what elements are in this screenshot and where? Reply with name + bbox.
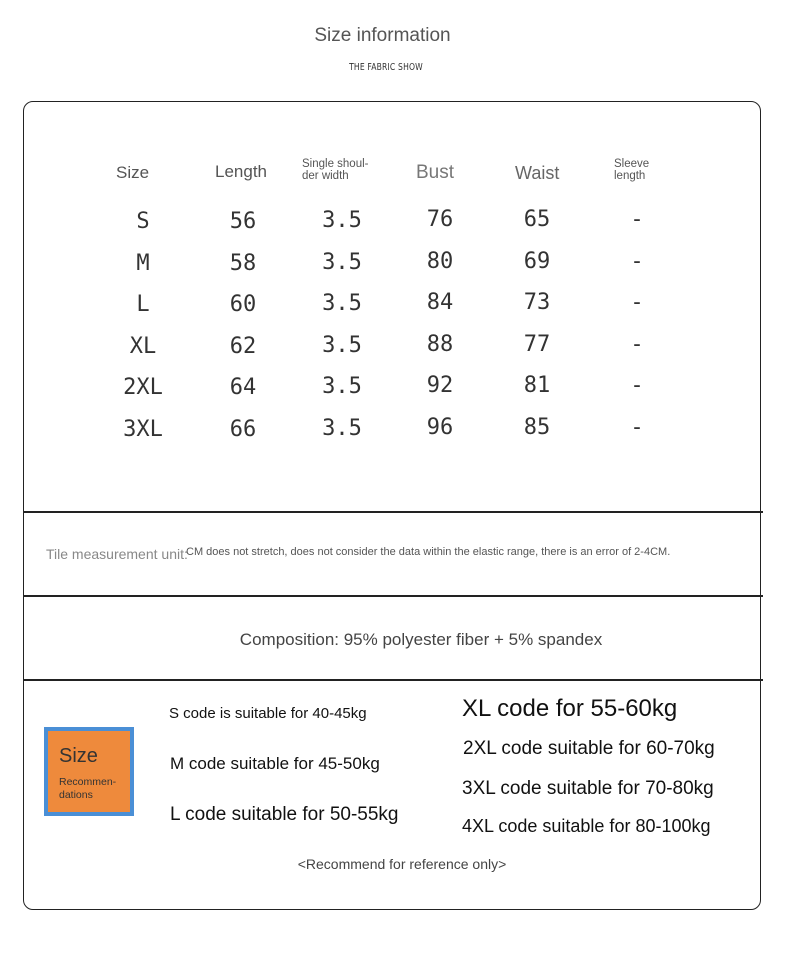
table-cell: 81 [523, 373, 551, 398]
header-bust: Bust [416, 162, 455, 183]
brand-subtitle: THE FABRIC SHOW [349, 62, 423, 73]
size-recommendation-badge [44, 727, 134, 816]
table-cell: 3.5 [322, 374, 362, 399]
header-sleeve-length: Sleeve length [614, 158, 650, 182]
page-title: Size information [314, 25, 451, 46]
table-cell: 65 [523, 207, 551, 232]
table-cell: 66 [229, 417, 257, 442]
table-cell: 3.5 [322, 333, 362, 358]
table-cell: 2XL [123, 375, 163, 400]
table-cell: 73 [523, 290, 551, 315]
table-cell: 80 [426, 249, 454, 274]
table-cell: 3.5 [322, 291, 362, 316]
table-cell: 60 [229, 292, 257, 317]
table-cell: 88 [426, 332, 454, 357]
table-cell: M [136, 251, 150, 276]
table-cell: 85 [523, 415, 551, 440]
table-cell: 56 [229, 209, 257, 234]
table-cell: 3.5 [322, 250, 362, 275]
composition-text: Composition: 95% polyester fiber + 5% spandex [239, 630, 603, 649]
header-size: Size [116, 163, 150, 182]
table-cell: 96 [426, 415, 454, 440]
header-shoulder-width: Single shoul- der width [302, 158, 369, 182]
header-waist: Waist [515, 163, 560, 183]
table-cell: 76 [426, 207, 454, 232]
table-cell: - [630, 207, 644, 232]
recommendation-item: 2XL code suitable for 60-70kg [463, 738, 715, 759]
recommendation-item: 4XL code suitable for 80-100kg [462, 816, 711, 836]
table-cell: 58 [229, 251, 257, 276]
table-cell: 62 [229, 334, 257, 359]
table-cell: - [630, 373, 644, 398]
table-cell: 3XL [123, 417, 163, 442]
table-cell: 77 [523, 332, 551, 357]
table-cell: L [136, 292, 150, 317]
badge-subtitle: Recommen- dations [59, 776, 117, 801]
divider [23, 595, 763, 597]
divider [23, 679, 763, 681]
table-cell: 64 [229, 375, 257, 400]
table-cell: 84 [426, 290, 454, 315]
reference-footer: <Recommend for reference only> [297, 856, 507, 872]
measurement-unit-label: Tile measurement unit: [46, 546, 188, 562]
table-cell: - [630, 415, 644, 440]
badge-title: Size [59, 745, 98, 767]
table-cell: 92 [426, 373, 454, 398]
recommendation-item: L code suitable for 50-55kg [170, 804, 399, 825]
table-cell: - [630, 249, 644, 274]
measurement-note: CM does not stretch, does not consider the data within the elastic range, there is an error of 2-4CM. [186, 546, 671, 558]
table-cell: 3.5 [322, 208, 362, 233]
recommendation-item: XL code for 55-60kg [462, 695, 678, 722]
table-cell: XL [129, 334, 157, 359]
table-cell: - [630, 290, 644, 315]
divider [23, 511, 763, 513]
recommendation-item: 3XL code suitable for 70-80kg [462, 778, 714, 799]
table-cell: - [630, 332, 644, 357]
recommendation-item: M code suitable for 45-50kg [170, 754, 380, 773]
table-cell: 69 [523, 249, 551, 274]
recommendation-item: S code is suitable for 40-45kg [169, 705, 367, 722]
table-cell: 3.5 [322, 416, 362, 441]
header-length: Length [215, 162, 267, 181]
table-cell: S [136, 209, 150, 234]
